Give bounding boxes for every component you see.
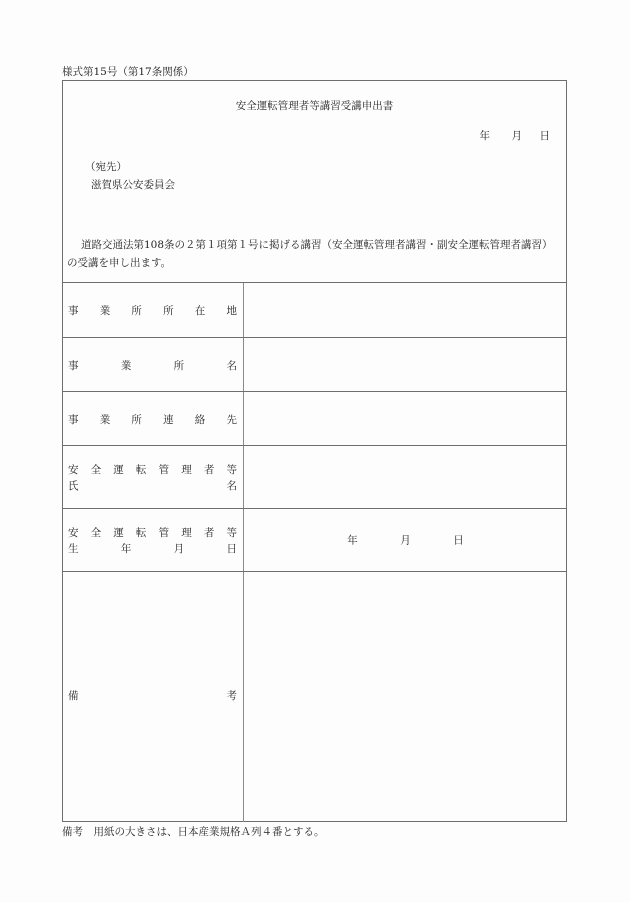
birth-day-label: 日 <box>453 534 464 547</box>
row-office-name <box>62 337 567 391</box>
row-manager-birthdate <box>62 508 567 571</box>
office-name-field[interactable] <box>244 338 567 391</box>
row-manager-name <box>62 445 567 508</box>
row-office-address <box>62 282 567 337</box>
office-address-field[interactable] <box>244 283 567 337</box>
birth-year-label: 年 <box>347 534 358 547</box>
manager-name-label: 安 全 運 転 管 理 者 等 氏 名 <box>62 446 244 508</box>
office-name-label: 事 業 所 名 <box>62 338 244 391</box>
office-contact-field[interactable] <box>244 392 567 445</box>
application-date[interactable] <box>480 128 551 143</box>
addressee-name: 滋賀県公安委員会 <box>91 179 175 191</box>
form-title: 安全運転管理者等講習受講申出書 <box>235 100 394 112</box>
row-office-contact <box>62 391 567 445</box>
office-address-label: 事 業 所 所 在 地 <box>62 283 244 337</box>
application-statement: 道路交通法第108条の２第１項第１号に掲げる講習（安全運転管理者講習・副安全運転管理者講習）の受講を申し出ます。 <box>67 239 553 269</box>
footnote: 備考 用紙の大きさは、日本産業規格Ａ列４番とする。 <box>62 826 325 838</box>
form-number: 様式第15号（第17条関係） <box>62 66 194 78</box>
date-year-label: 年 <box>479 130 490 142</box>
row-remarks <box>62 571 567 822</box>
birth-month-label: 月 <box>400 534 411 547</box>
office-contact-label: 事 業 所 連 絡 先 <box>62 392 244 445</box>
manager-birthdate-field[interactable] <box>244 509 567 571</box>
addressee-label: （宛先） <box>85 161 127 173</box>
manager-birthdate-label: 安 全 運 転 管 理 者 等 生 年 月 日 <box>62 509 244 571</box>
form-frame <box>62 80 567 822</box>
date-month-label: 月 <box>511 130 522 142</box>
remarks-field[interactable] <box>244 572 567 822</box>
remarks-label: 備 考 <box>62 572 244 822</box>
manager-name-field[interactable] <box>244 446 567 508</box>
date-day-label: 日 <box>539 130 550 142</box>
